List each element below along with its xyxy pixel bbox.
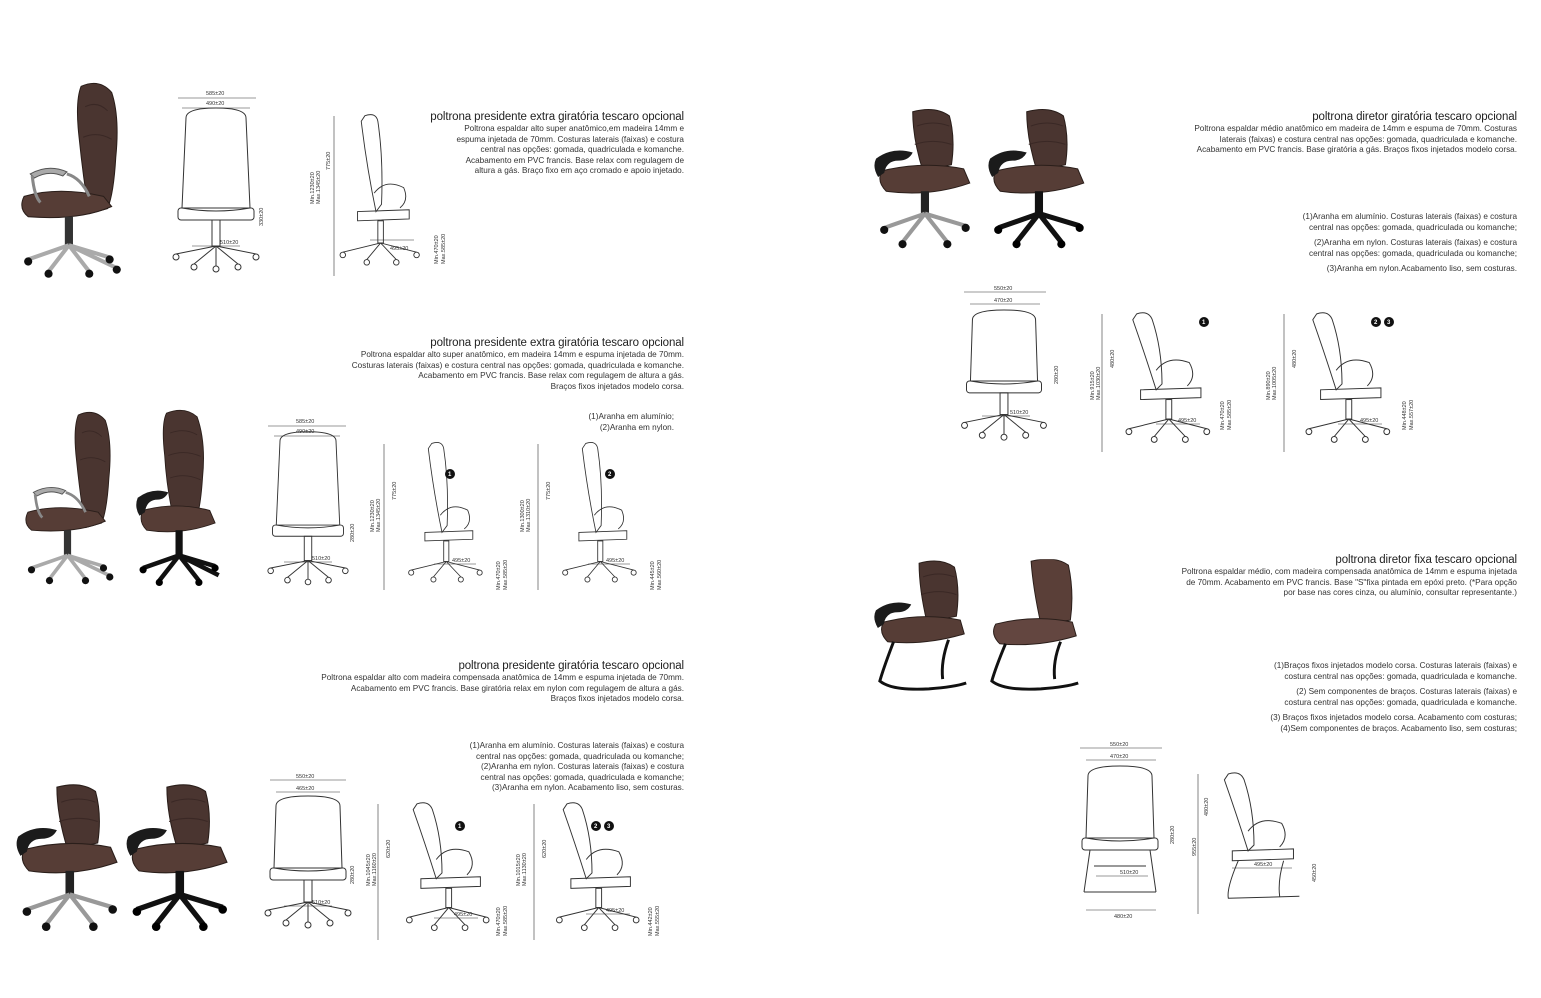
option-line: (3)Aranha em nylon. Acabamento liso, sem costuras. <box>491 783 684 792</box>
option-line: central nas opções: gomada, quadriculada ou komanche; <box>1308 248 1517 258</box>
option-line: (2)Aranha em nylon. <box>599 422 674 432</box>
product-2-options <box>588 412 674 433</box>
option-line: central nas opções: gomada, quadriculada e komanche; <box>480 772 684 782</box>
product-5-text <box>1182 553 1517 599</box>
dim-label: 510±20 <box>312 556 331 562</box>
dim-label: 280±20 <box>1054 365 1060 384</box>
product-title: poltrona diretor giratória tescaro opcional <box>1312 111 1517 123</box>
option-item <box>1270 687 1517 708</box>
option-line: (2) Sem componentes de braços. Costuras laterais (faixas) e <box>1296 687 1517 696</box>
desc-line: Poltrona espaldar alto super anatômico,em madeira 14mm e <box>464 124 684 133</box>
option-line: (2)Aranha em nylon. Costuras laterais (faixas) e costura <box>481 762 684 771</box>
dim-label: 955±20 <box>1192 837 1198 856</box>
dim-label: Min.1230±20 <box>370 500 376 532</box>
dim-label: Min.1045±20 <box>366 854 372 886</box>
option-line: costura central nas opções: gomada, quadriculada e komanche. <box>1284 697 1517 707</box>
dim-label: 495±20 <box>1254 862 1273 868</box>
dim-label: 480±20 <box>1292 349 1298 368</box>
dim-label: 620±20 <box>542 839 548 858</box>
dim-label: Max.1345±20 <box>316 170 322 204</box>
product-title: poltrona diretor fixa tescaro opcional <box>1335 554 1517 566</box>
option-line: (3)Aranha em nylon.Acabamento liso, sem costuras. <box>1326 264 1517 273</box>
product-4-photo-nylon <box>986 106 1098 252</box>
option-line: (1)Aranha em alumínio; <box>588 412 674 421</box>
dim-label: 470±20 <box>1110 754 1129 760</box>
dim-label: Min.890±20 <box>1266 371 1272 400</box>
option-item <box>1303 264 1517 275</box>
product-4-photo-aluminum <box>872 106 984 252</box>
dim-label: 470±20 <box>994 298 1013 304</box>
product-5-photo-no-arms <box>982 552 1090 704</box>
desc-line: Acabamento em PVC francis. Base giratória a gás. Braços fixos injetados modelo corsa. <box>1196 145 1517 154</box>
option-line: (4)Sem componentes de braços. Acabamento liso, sem costuras; <box>1280 723 1517 733</box>
product-description <box>352 350 684 392</box>
dim-label: 480±20 <box>1114 914 1133 920</box>
dim-label: Max.557±20 <box>1409 399 1415 430</box>
dim-label: 490±20 <box>296 429 315 435</box>
option-line: (3) Braços fixos injetados modelo corsa. Acabamento com costuras; <box>1270 713 1517 722</box>
product-3-front-drawing <box>258 772 358 942</box>
desc-line: Poltrona espaldar médio, com madeira compensada anatômica de 14mm e espuma injetada <box>1181 567 1517 576</box>
dim-label: Min.1230±20 <box>310 172 316 204</box>
desc-line: Braços fixos injetados modelo corsa. <box>550 694 684 703</box>
dim-label: 620±20 <box>386 839 392 858</box>
dim-label: Min.470±20 <box>496 907 502 936</box>
product-2-side-drawing-2 <box>516 440 666 594</box>
dim-label: 510±20 <box>312 900 331 906</box>
dim-label: Max.585±20 <box>503 905 509 936</box>
desc-line: por base nas cores cinza, ou alumínio, consultar representante.) <box>1283 588 1517 597</box>
desc-line: Acabamento em PVC francis. Base relax com regulagem de <box>465 155 684 165</box>
product-4-text <box>1194 110 1517 156</box>
dim-label: 450±20 <box>1312 863 1318 882</box>
badge-number: 1 <box>448 472 452 478</box>
desc-line: Costuras laterais (faixas) e costura central nas opções: gomada, quadriculada e komanche. <box>351 360 684 370</box>
option-item <box>1303 212 1517 233</box>
product-title: poltrona presidente extra giratória tescaro opcional <box>430 111 684 123</box>
dim-label: 280±20 <box>350 523 356 542</box>
option-line: costura central nas opções: gomada, quadriculada e komanche. <box>1284 671 1517 681</box>
dim-label: 550±20 <box>1110 742 1129 748</box>
product-2-text <box>352 336 684 392</box>
product-2-side-drawing-1 <box>366 440 512 594</box>
dim-label: Max.585±20 <box>441 233 447 264</box>
product-title: poltrona presidente giratória tescaro opcional <box>458 660 684 672</box>
dim-label: Min.470±20 <box>434 235 440 264</box>
dim-label: 495±20 <box>1178 418 1197 424</box>
dim-label: Max.1160±20 <box>372 853 378 886</box>
product-5-photo-with-arms <box>870 552 978 704</box>
product-description <box>1182 567 1517 599</box>
dim-label: 775±20 <box>546 481 552 500</box>
dim-label: 495±20 <box>390 246 409 252</box>
badge-number: 2 <box>608 472 612 478</box>
product-3-photo-nylon <box>124 776 242 940</box>
dim-label: Max.585±20 <box>503 559 509 590</box>
product-description <box>321 673 684 705</box>
product-description <box>430 124 684 177</box>
dim-label: 510±20 <box>220 240 239 246</box>
desc-line: de 70mm. Acabamento em PVC francis. Base "S"fixa pintada em epóxi preto. (*Para opção <box>1186 577 1517 587</box>
desc-line: Braços fixos injetados modelo corsa. <box>550 381 684 391</box>
product-1-text <box>430 110 684 177</box>
badge-number: 1 <box>1202 320 1206 326</box>
dim-label: 510±20 <box>1010 410 1029 416</box>
desc-line: Poltrona espaldar médio anatômico em madeira de 14mm e espuma de 70mm. Costuras <box>1194 124 1517 133</box>
product-3-side-drawing-1 <box>362 800 512 944</box>
dim-label: Min.915±20 <box>1090 371 1096 400</box>
desc-line: espuma injetada de 70mm. Costuras laterais (faixas) e costura <box>456 134 684 144</box>
dim-label: 550±20 <box>994 286 1013 292</box>
option-item <box>1270 661 1517 682</box>
desc-line: Poltrona espaldar alto super anatômico, em madeira 14mm e espuma injetada de 70mm. <box>360 350 684 359</box>
dim-label: Min.470±20 <box>1220 401 1226 430</box>
desc-line: Poltrona espaldar alto com madeira compensada anatômica de 14mm e espuma injetada de 70mm. <box>321 673 684 682</box>
option-item <box>1270 713 1517 734</box>
dim-label: 585±20 <box>206 91 225 97</box>
dim-label: 480±20 <box>1204 797 1210 816</box>
dim-label: 495±20 <box>606 558 625 564</box>
dim-label: 775±20 <box>392 481 398 500</box>
dim-label: Min.442±20 <box>648 907 654 936</box>
product-1-side-drawing <box>306 112 452 278</box>
product-2-photo-aluminum <box>16 406 128 586</box>
desc-line: Acabamento em PVC francis. Base giratória relax em nylon com regulagem de altura a gás. <box>350 683 684 693</box>
dim-label: 495±20 <box>454 912 473 918</box>
dim-label: Max.555±20 <box>655 905 661 936</box>
product-4-options <box>1303 212 1517 280</box>
product-3-options <box>470 741 684 794</box>
product-5-front-drawing <box>1066 740 1176 924</box>
dim-label: 330±20 <box>259 207 265 226</box>
product-title: poltrona presidente extra giratória tescaro opcional <box>430 337 684 349</box>
product-description <box>1194 124 1517 156</box>
dim-label: 550±20 <box>296 774 315 780</box>
dim-label: 775±20 <box>326 151 332 170</box>
product-4-front-drawing <box>950 284 1060 454</box>
option-line: (1)Braços fixos injetados modelo corsa. Costuras laterais (faixas) e <box>1274 661 1517 670</box>
dim-label: 480±20 <box>1110 349 1116 368</box>
dim-label: Min.445±20 <box>650 561 656 590</box>
badge-number: 3 <box>1387 320 1391 326</box>
product-5-options <box>1270 661 1517 734</box>
product-3-text <box>321 659 684 705</box>
dim-label: Max.1030±20 <box>1096 366 1102 400</box>
badge-number: 1 <box>458 824 462 830</box>
option-line: (2)Aranha em nylon. Costuras laterais (faixas) e costura <box>1314 238 1517 247</box>
option-item <box>1303 238 1517 259</box>
product-2-front-drawing <box>258 416 358 596</box>
dim-label: 495±20 <box>452 558 471 564</box>
dim-label: Min.1015±20 <box>516 854 522 886</box>
desc-line: laterais (faixas) e costura central nas opções: gomada, quadriculada e komanche. <box>1219 134 1517 144</box>
dim-label: 280±20 <box>1170 825 1176 844</box>
dim-label: 490±20 <box>206 101 225 107</box>
dim-label: Max.1130±20 <box>522 853 528 886</box>
option-line: (1)Aranha em alumínio. Costuras laterais (faixas) e costura <box>1302 212 1517 221</box>
badge-number: 2 <box>1374 320 1378 326</box>
option-line: central nas opções: gomada, quadriculada ou komanche; <box>475 751 684 761</box>
product-5-side-drawing <box>1186 770 1322 918</box>
badge-number: 3 <box>607 824 611 830</box>
dim-label: Min.470±20 <box>496 561 502 590</box>
dim-label: Max.1345±20 <box>376 498 382 532</box>
dim-label: Min.1300±20 <box>520 500 526 532</box>
product-3-photo-aluminum <box>14 776 132 940</box>
dim-label: 280±20 <box>350 865 356 884</box>
desc-line: Acabamento em PVC francis. Base relax com regulagem de altura a gás. <box>418 371 684 380</box>
dim-label: 585±20 <box>296 419 315 425</box>
dim-label: Max.1005±20 <box>1272 366 1278 400</box>
dim-label: Min.448±20 <box>1402 401 1408 430</box>
dim-label: Max.560±20 <box>657 559 663 590</box>
desc-line: central nas opções: gomada, quadriculada e komanche. <box>480 145 684 154</box>
desc-line: altura a gás. Braço fixo em aço cromado e apoio injetado. <box>474 166 684 175</box>
dim-label: 510±20 <box>1120 870 1139 876</box>
option-line: central nas opções: gomada, quadriculada ou komanche; <box>1308 222 1517 232</box>
product-1-photo <box>18 76 130 280</box>
dim-label: Max.585±20 <box>1227 399 1233 430</box>
badge-number: 2 <box>594 824 598 830</box>
dim-label: 495±20 <box>606 908 625 914</box>
dim-label: 495±20 <box>1360 418 1379 424</box>
product-1-front-drawing <box>166 88 266 278</box>
product-3-side-drawing-2 <box>512 800 666 944</box>
dim-label: 465±20 <box>296 786 315 792</box>
product-2-photo-nylon <box>124 406 236 586</box>
dim-label: Max.1310±20 <box>526 498 532 532</box>
product-4-side-drawing-1 <box>1086 310 1236 456</box>
option-line: (1)Aranha em alumínio. Costuras laterais (faixas) e costura <box>469 741 684 750</box>
product-4-side-drawing-2 <box>1262 310 1422 456</box>
